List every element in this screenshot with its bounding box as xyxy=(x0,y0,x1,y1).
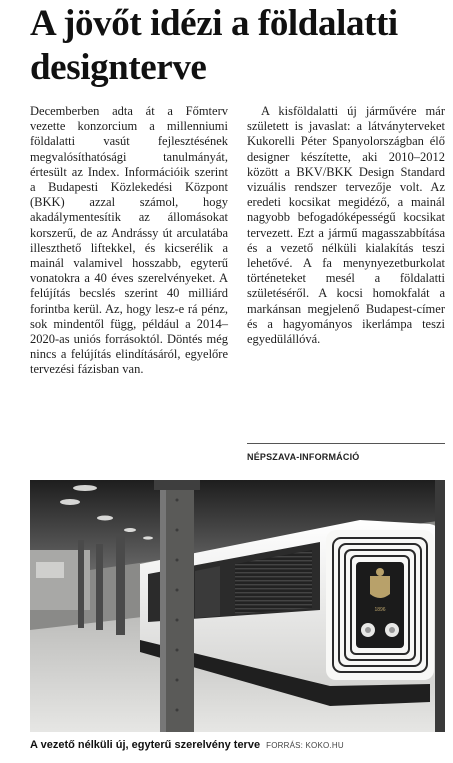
caption-text: A vezető nélküli új, egyterű szerelvény terve xyxy=(30,739,261,751)
emblem-year: 1896 xyxy=(374,607,386,613)
photo-caption xyxy=(30,739,450,751)
train-illustration xyxy=(30,480,445,732)
metro-train-photo xyxy=(30,480,445,732)
photo-credit: FORRÁS: KOKO.HU xyxy=(266,741,344,750)
source-label: NÉPSZAVA-INFORMÁCIÓ xyxy=(247,452,360,462)
article-column-right: A kisföldalatti új járművére már született is javaslat: a látványterveket Kukorelli Péter Spanyolországban élő designer készítette, aki 2010–2012 között a BKV/BKK Design Standard vizuális rendszer tervezője volt. Az eredeti kocsikat megidéző, a mainál nagyobb befogadóképességű kocsikat tervezett. Ezt a jármű magasszabbítása és a vezető nélküli kialakítás teszi lehetővé. A fa menynyezetburkolat történeteket mesél a földalatti születéséről. A kocsi homokfalát a markánsan megjelenő Budapest-címer és a hagyományos ikerlámpa teszi egyedülállóvá. xyxy=(247,104,445,347)
article-column-left: Decemberben adta át a Főmterv vezette konzorcium a millenniumi földalatti vasút fejlesztésének megvalósíthatósági tanulmányát, értesült az Index. Információik szerint a Budapesti Közlekedési Központ (BKK) azzal számol, hogy akadálymentesítik az állomásokat korszerű, de az Andrássy út arculatába illeszthető liftekkel, és kicserélik a mainál valamivel hosszabb, egyterű vonatokra a 40 éves szerelvényeket. A felújítás becslés szerint 40 milliárd forintba kerül. Az, hogy lesz-e rá pénz, sok mindentől függ, például a 2014–2020-as uniós forrásoktól. Döntés még nincs a felújítás elindításáról, egyelőre tervezési fázisban van. xyxy=(30,104,228,377)
foreground-pillar xyxy=(154,480,200,732)
headline: A jövőt idézi a földalatti designterve xyxy=(30,3,398,88)
source-divider xyxy=(247,443,445,444)
